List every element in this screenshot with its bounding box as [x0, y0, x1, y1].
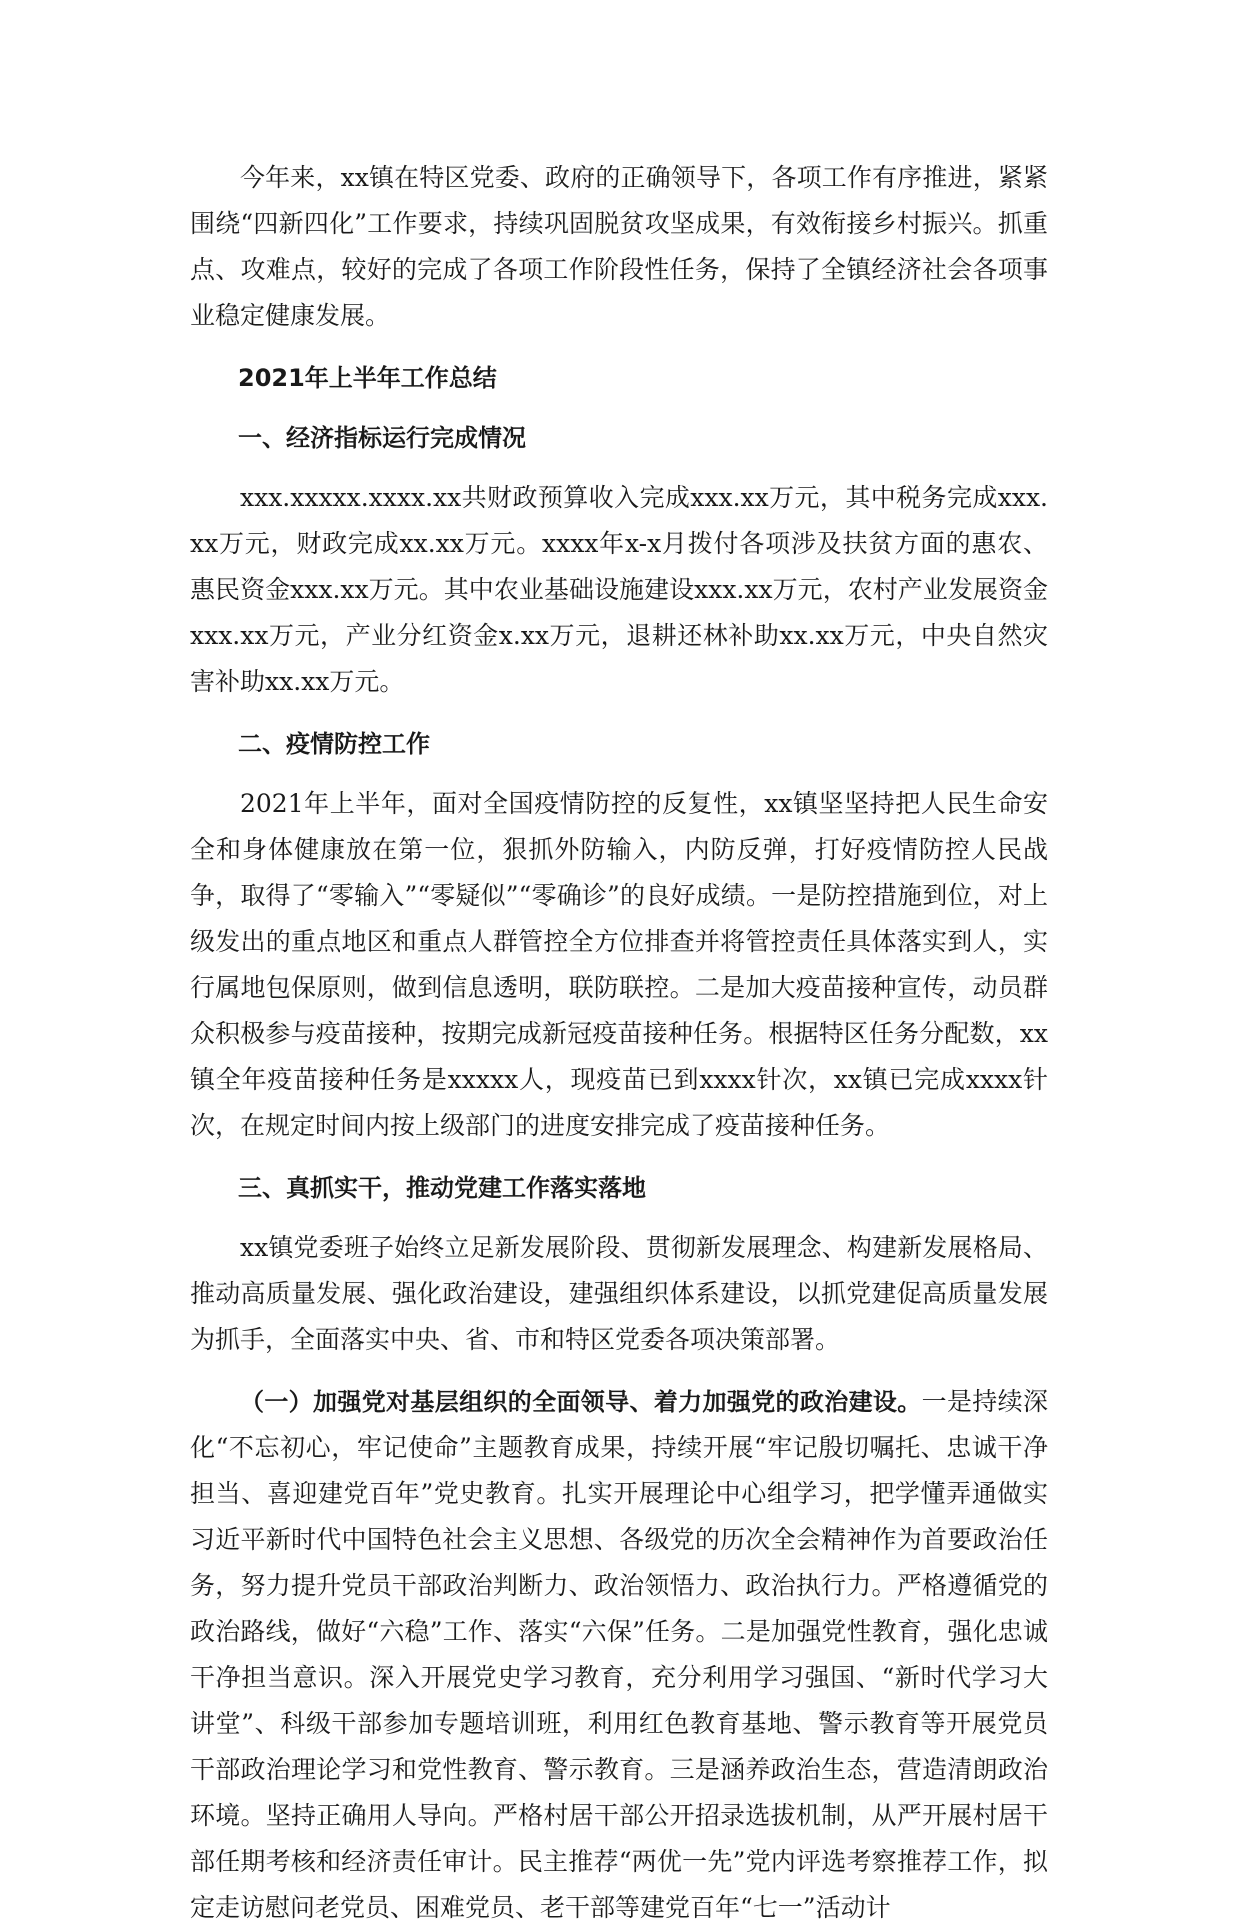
section-heading-economy: 一、经济指标运行完成情况	[238, 424, 526, 452]
section-heading-epidemic: 二、疫情防控工作	[238, 730, 430, 758]
subsection-lead: （一）加强党对基层组织的全面领导、着力加强党的政治建设。	[240, 1388, 922, 1416]
subsection-paragraph	[190, 1379, 1048, 1931]
section-body-epidemic: 2021年上半年，面对全国疫情防控的反复性，xx镇坚坚持把人民生命安全和身体健康放在第一位，狠抓外防输入，内防反弹，打好疫情防控人民战争，取得了“零输入”“零疑似”“零确诊”的良好成绩。一是防控措施到位，对上级发出的重点地区和重点人群管控全方位排查并将管控责任具体落实到人，实行属地包保原则，做到信息透明，联防联控。二是加大疫苗接种宣传，动员群众积极参与疫苗接种，按期完成新冠疫苗接种任务。根据特区任务分配数，xx镇全年疫苗接种任务是xxxxx人，现疫苗已到xxxx针次，xx镇已完成xxxx针次，在规定时间内按上级部门的进度安排完成了疫苗接种任务。	[190, 789, 1048, 1140]
subsection-body: 一是持续深化“不忘初心，牢记使命”主题教育成果，持续开展“牢记殷切嘱托、忠诚干净担当、喜迎建党百年”党史教育。扎实开展理论中心组学习，把学懂弄通做实习近平新时代中国特色社会主义思想、各级党的历次全会精神作为首要政治任务，努力提升党员干部政治判断力、政治领悟力、政治执行力。严格遵循党的政治路线，做好“六稳”工作、落实“六保”任务。二是加强党性教育，强化忠诚干净担当意识。深入开展党史学习教育，充分利用学习强国、“新时代学习大讲堂”、科级干部参加专题培训班，利用红色教育基地、警示教育等开展党员干部政治理论学习和党性教育、警示教育。三是涵养政治生态，营造清朗政治环境。坚持正确用人导向。严格村居干部公开招录选拔机制，从严开展村居干部任期考核和经济责任审计。民主推荐“两优一先”党内评选考察推荐工作，拟定走访慰问老党员、困难党员、老干部等建党百年“七一”活动计	[190, 1387, 1048, 1922]
intro-paragraph: 今年来，xx镇在特区党委、政府的正确领导下，各项工作有序推进，紧紧围绕“四新四化”工作要求，持续巩固脱贫攻坚成果，有效衔接乡村振兴。抓重点、攻难点，较好的完成了各项工作阶段性任务，保持了全镇经济社会各项事业稳定健康发展。	[190, 163, 1048, 330]
section-heading-party-building: 三、真抓实干，推动党建工作落实落地	[238, 1174, 646, 1202]
section-body-party-building: xx镇党委班子始终立足新发展阶段、贯彻新发展理念、构建新发展格局、推动高质量发展、强化政治建设，建强组织体系建设，以抓党建促高质量发展为抓手，全面落实中央、省、市和特区党委各项决策部署。	[190, 1233, 1048, 1354]
document-page	[190, 155, 1048, 1931]
section-body-economy: xxx.xxxxx.xxxx.xx共财政预算收入完成xxx.xx万元，其中税务完成xxx.xx万元，财政完成xx.xx万元。xxxx年x-x月拨付各项涉及扶贫方面的惠农、惠民资金xxx.xx万元。其中农业基础设施建设xxx.xx万元，农村产业发展资金xxx.xx万元，产业分红资金x.xx万元，退耕还林补助xx.xx万元，中央自然灾害补助xx.xx万元。	[190, 483, 1048, 696]
document-title: 2021年上半年工作总结	[238, 364, 497, 392]
